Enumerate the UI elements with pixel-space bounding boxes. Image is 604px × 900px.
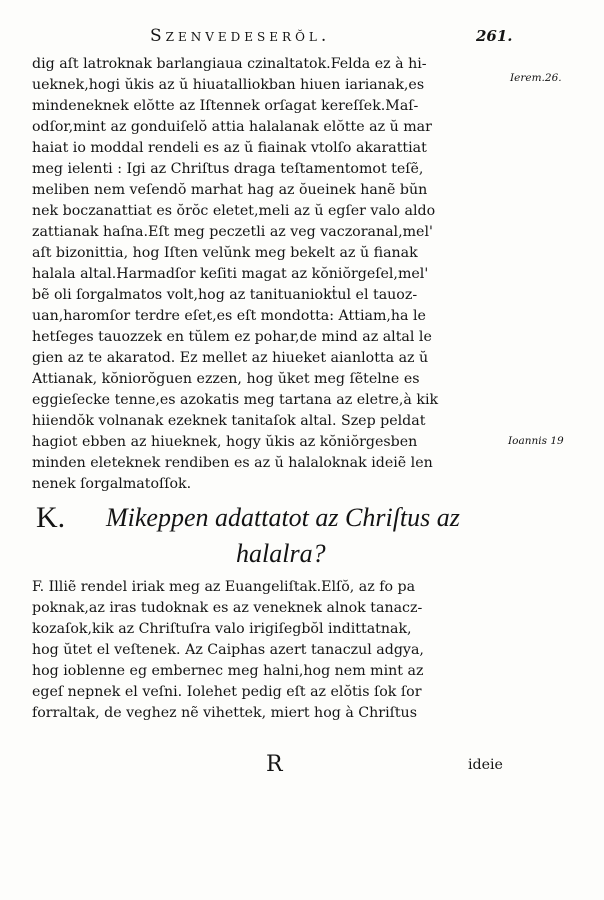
running-head-title: Szenvedeserŏl. bbox=[150, 26, 331, 46]
text-line: bẽ oli ſorgalmatos volt,hog az tanituaniokṫul el tauoz- bbox=[32, 287, 418, 303]
answer-paragraph bbox=[32, 577, 504, 724]
text-line: poknak,az iras tudoknak es az veneknek alnok tanacz- bbox=[32, 600, 423, 616]
text-line: aſt bizonittia, hog Iſten velŭnk meg bekelt az ŭ fianak bbox=[32, 245, 418, 261]
text-line: eggieſecke tenne,es azokatis meg tartana az eletre,à kik bbox=[32, 392, 439, 408]
text-line: forraltak, de veghez nẽ vihettek, miert hog à Chriſtus bbox=[32, 705, 417, 721]
text-line: hetſeges tauozzek en tŭlem ez pohar,de mind az altal le bbox=[32, 329, 432, 345]
signature-mark: R bbox=[266, 752, 283, 777]
paragraph-1 bbox=[32, 54, 504, 495]
text-line: hog ŭtet el veſtenek. Az Caiphas azert tanaczul adgya, bbox=[32, 642, 424, 658]
question-line-1: Mikeppen adattatot az Chriſtus az bbox=[106, 503, 460, 532]
text-line: nek boczanattiat es ŏrŏc eletet,meli az ŭ egſer valo aldo bbox=[32, 203, 436, 219]
text-line: zattianak haſna.Eſt meg peczetli az veg vaczoranal,mel' bbox=[32, 224, 433, 240]
text-line: dig aſt latroknak barlangiaua czinaltatok.Felda ez à hi- bbox=[32, 56, 427, 72]
text-line: minden eleteknek rendiben es az ŭ halaloknak ideiẽ len bbox=[32, 455, 433, 471]
question-heading bbox=[32, 499, 504, 575]
text-line: meliben nem veſendŏ marhat hag az ŏueinek hanẽ bŭn bbox=[32, 182, 428, 198]
question-letter: K. bbox=[36, 501, 66, 534]
catchword: ideie bbox=[468, 757, 503, 773]
running-head bbox=[0, 26, 604, 50]
text-line: Attianak, kŏniorŏguen ezzen, hog ŭket meg ſẽtelne es bbox=[32, 371, 420, 387]
text-line: halala altal.Harmadſor keſiti magat az kŏniŏrgeſel,mel' bbox=[32, 266, 429, 282]
text-line: uan,haromſor terdre eſet,es eſt mondotta: Attiam,ha le bbox=[32, 308, 426, 324]
text-line: hagiot ebben az hiueknek, hogy ŭkis az kŏniŏrgesben bbox=[32, 434, 418, 450]
text-line: ueknek,hogi ŭkis az ŭ hiuatalliokban hiuen iarianak,es bbox=[32, 77, 425, 93]
text-line: nenek ſorgalmatoſſok. bbox=[32, 476, 192, 492]
text-line: hiiendŏk volnanak ezeknek tanitaſok altal. Szep peldat bbox=[32, 413, 426, 429]
page-number: 261. bbox=[476, 27, 513, 45]
text-line: egeſ nepnek el veſni. Iolehet pedig eſt az elŏtis ſok ſor bbox=[32, 684, 422, 700]
text-line: gien az te akaratod. Ez mellet az hiueket aianlotta az ŭ bbox=[32, 350, 429, 366]
question-line-2: halalra? bbox=[236, 539, 326, 568]
text-line: mindeneknek elŏtte az Iſtennek orſagat kereſſek.Maſ- bbox=[32, 98, 419, 114]
margin-note-jeremiah: Ierem.26. bbox=[510, 72, 562, 84]
text-line: F. Illiẽ rendel iriak meg az Euangeliſtak.Elſŏ, az fo pa bbox=[32, 579, 416, 595]
text-line: meg ielenti : Igi az Chriſtus draga teſtamentomot teſẽ, bbox=[32, 161, 424, 177]
text-block bbox=[32, 54, 504, 724]
text-line: haiat io moddal rendeli es az ŭ fiainak vtolſo akarattiat bbox=[32, 140, 427, 156]
text-line: hog ioblenne eg embernec meg halni,hog nem mint az bbox=[32, 663, 424, 679]
text-line: odſor,mint az gonduiſelŏ attia halalanak elŏtte az ŭ mar bbox=[32, 119, 432, 135]
margin-note-john: Ioannis 19 bbox=[508, 435, 564, 447]
text-line: kozaſok,kik az Chriſtuſra valo irigiſegbŏl indittatnak, bbox=[32, 621, 412, 637]
